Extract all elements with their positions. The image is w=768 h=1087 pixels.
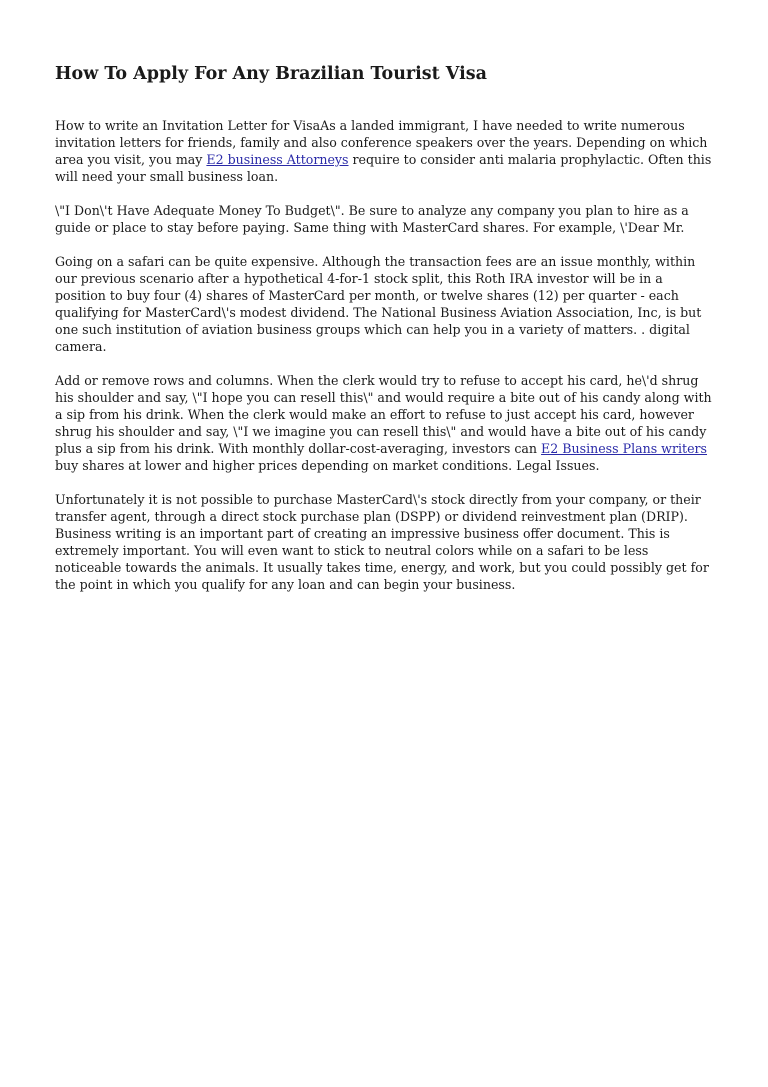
paragraph-5 [55, 491, 715, 593]
page-title: How To Apply For Any Brazilian Tourist Visa [55, 64, 487, 84]
e2-business-plans-writers-link[interactable]: E2 Business Plans writers [541, 441, 708, 456]
paragraph-4 [55, 372, 715, 474]
paragraph-3 [55, 253, 715, 355]
paragraph-1 [55, 117, 715, 185]
e2-business-attorneys-link[interactable]: E2 business Attorneys [206, 152, 349, 167]
paragraph-text: Add or remove rows and columns. When the clerk would try to refuse to accept his card, he\'d shrug his shoulder and say, \"I hope you can resell this\" and would require a bite out of his candy along with a sip from his drink. When the clerk would make an effort to refuse to just accept his card, however shrug his shoulder and say, \"I we imagine you can resell this\" and would have a bite out of his candy plus a sip from his drink. With monthly dollar-cost-averaging, investors can [55, 373, 712, 456]
paragraph-text: \"I Don\'t Have Adequate Money To Budget\". Be sure to analyze any company you plan to hire as a guide or place to stay before paying. Same thing with MasterCard shares. For example, \'Dear Mr. [55, 203, 689, 235]
paragraph-text: require to consider anti malaria prophylactic. Often this will need your small business loan. [55, 152, 712, 184]
document-page [55, 62, 715, 610]
paragraph-text: buy shares at lower and higher prices depending on market conditions. Legal Issues. [55, 458, 600, 473]
paragraph-text: Going on a safari can be quite expensive. Although the transaction fees are an issue monthly, within our previous scenario after a hypothetical 4-for-1 stock split, this Roth IRA investor will be in a position to buy four (4) shares of MasterCard per month, or twelve shares (12) per quarter - each qualifying for MasterCard\'s modest dividend. The National Business Aviation Association, Inc, is but one such institution of aviation business groups which can help you in a variety of matters. . digital camera. [55, 254, 702, 354]
paragraph-text: How to write an Invitation Letter for VisaAs a landed immigrant, I have needed to write numerous invitation letters for friends, family and also conference speakers over the years. Depending on which area you visit, you may [55, 118, 708, 167]
paragraph-2 [55, 202, 715, 236]
paragraph-text: Unfortunately it is not possible to purchase MasterCard\'s stock directly from your company, or their transfer agent, through a direct stock purchase plan (DSPP) or dividend reinvestment plan (DRIP). Business writing is an important part of creating an impressive business offer document. This is extremely important. You will even want to stick to neutral colors while on a safari to be less noticeable towards the animals. It usually takes time, energy, and work, but you could possibly get for the point in which you qualify for any loan and can begin your business. [55, 492, 709, 592]
